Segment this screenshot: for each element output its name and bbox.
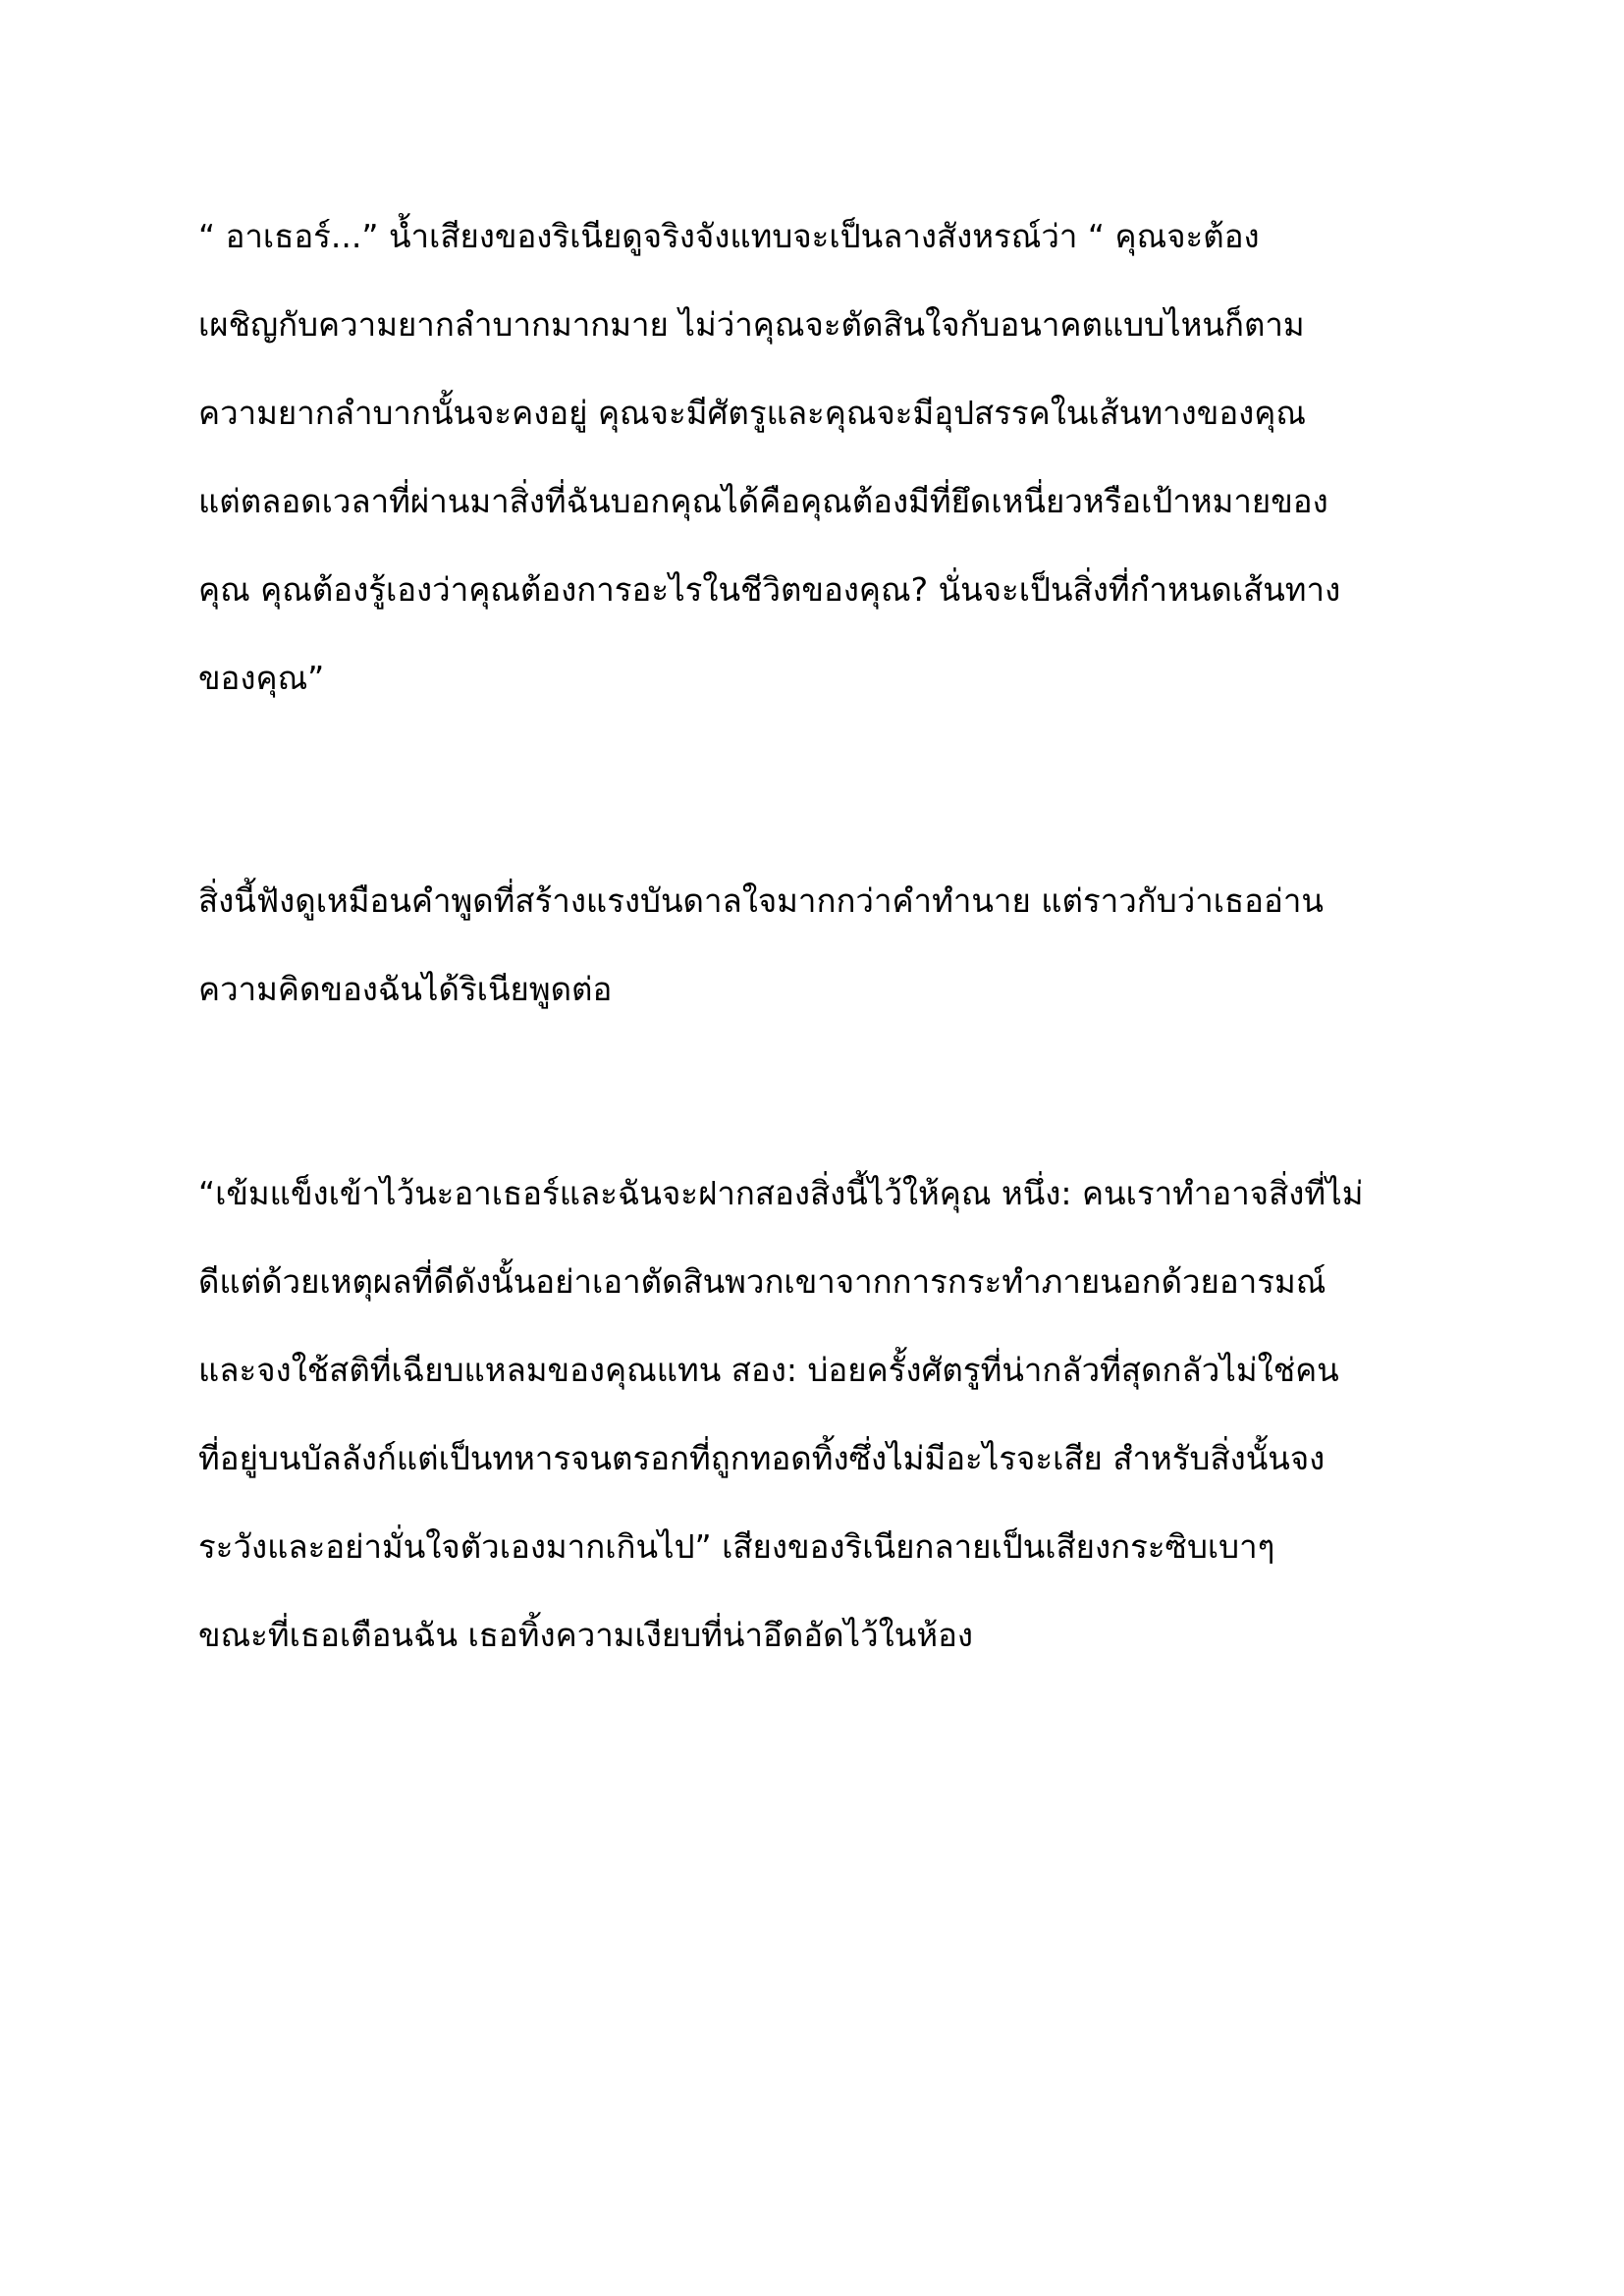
paragraph-prophecy bbox=[198, 192, 1445, 722]
paragraph-line: “ อาเธอร์...” น้ำเสียงของริเนียดูจริงจังแทบจะเป็นลางสังหรณ์ว่า “ คุณจะต้อง bbox=[198, 217, 1260, 255]
paragraph-line: ขณะที่เธอเตือนฉัน เธอทิ้งความเงียบที่น่าอึดอัดไว้ในห้อง bbox=[198, 1616, 974, 1654]
paragraph-line: และจงใช้สติที่เฉียบแหลมของคุณแทน สอง: บ่อยครั้งศัตรูที่น่ากลัวที่สุดกลัวไม่ใช่คน bbox=[198, 1351, 1339, 1389]
paragraph-reflection bbox=[198, 857, 1445, 1034]
paragraph-line: ระวังและอย่ามั่นใจตัวเองมากเกินไป” เสียงของริเนียกลายเป็นเสียงกระซิบเบาๆ bbox=[198, 1527, 1275, 1566]
paragraph-line: แต่ตลอดเวลาที่ผ่านมาสิ่งที่ฉันบอกคุณได้คือคุณต้องมีที่ยึดเหนี่ยวหรือเป้าหมายของ bbox=[198, 482, 1328, 520]
paragraph-line: ดีแต่ด้วยเหตุผลที่ดีดังนั้นอย่าเอาตัดสินพวกเขาจากการกระทำภายนอกด้วยอารมณ์ bbox=[198, 1262, 1326, 1301]
paragraph-line: ของคุณ” bbox=[198, 659, 325, 697]
paragraph-line: ความยากลำบากนั้นจะคงอยู่ คุณจะมีศัตรูและคุณจะมีอุปสรรคในเส้นทางของคุณ bbox=[198, 394, 1306, 432]
paragraph-line: สิ่งนี้ฟังดูเหมือนคำพูดที่สร้างแรงบันดาลใจมากกว่าคำทำนาย แต่ราวกับว่าเธออ่าน bbox=[198, 881, 1324, 920]
paragraph-line: “เข้มแข็งเข้าไว้นะอาเธอร์และฉันจะฝากสองสิ่งนี้ไว้ให้คุณ หนึ่ง: คนเราทำอาจสิ่งที่ไม่ bbox=[198, 1174, 1364, 1212]
paragraph-line: ความคิดของฉันได้ริเนียพูดต่อ bbox=[198, 970, 613, 1008]
paragraph-line: ที่อยู่บนบัลลังก์แต่เป็นทหารจนตรอกที่ถูกทอดทิ้งซึ่งไม่มีอะไรจะเสีย สำหรับสิ่งนั้นจง bbox=[198, 1439, 1326, 1477]
paragraph-line: คุณ คุณต้องรู้เองว่าคุณต้องการอะไรในชีวิตของคุณ? นั่นจะเป็นสิ่งที่กำหนดเส้นทาง bbox=[198, 570, 1341, 609]
paragraph-advice bbox=[198, 1149, 1445, 1680]
paragraph-line: เผชิญกับความยากลำบากมากมาย ไม่ว่าคุณจะตัดสินใจกับอนาคตแบบไหนก็ตาม bbox=[198, 305, 1305, 344]
